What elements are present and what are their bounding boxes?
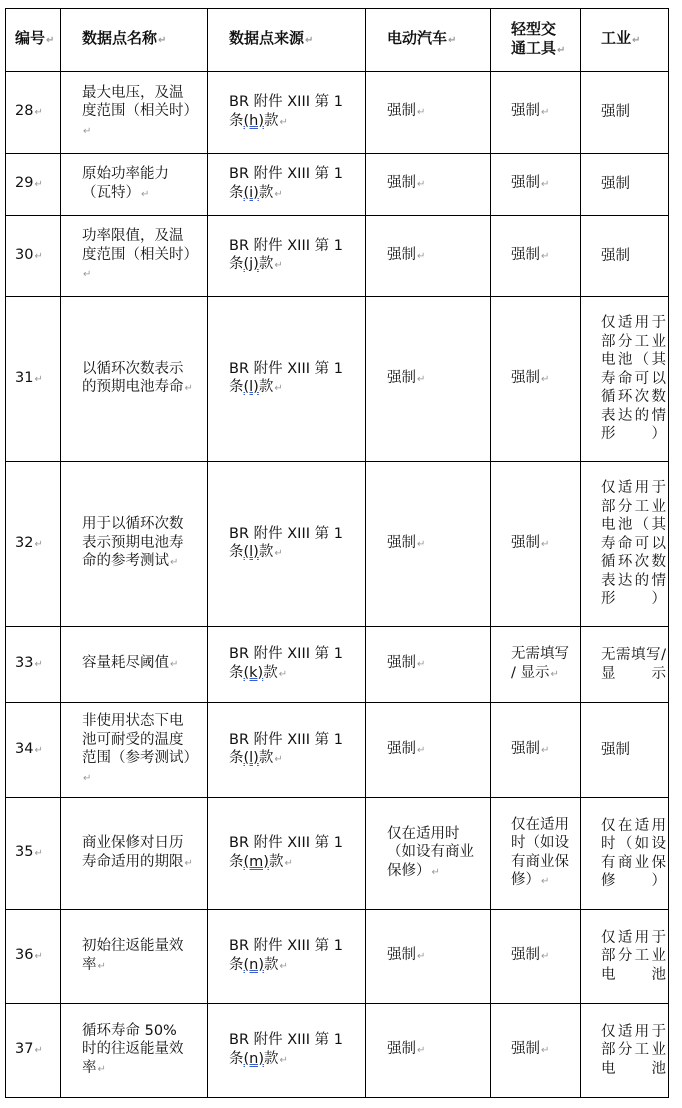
- lmt-requirement: 强制↵: [491, 910, 581, 1004]
- industrial-requirement: 强制: [581, 154, 669, 216]
- header-lmt: 轻型交通工具↵: [491, 9, 581, 72]
- data-point-source: BR 附件 XIII 第 1 条(l)款↵: [208, 462, 366, 627]
- row-number: 31↵: [6, 297, 61, 462]
- lmt-requirement: 仅在适用时（如设有商业保修）↵: [491, 798, 581, 910]
- table-row: [6, 297, 669, 462]
- data-point-source: BR 附件 XIII 第 1 条(j)款↵: [208, 216, 366, 297]
- data-point-name: 最大电压，及温度范围（相关时）↵: [61, 72, 208, 154]
- data-point-name: 商业保修对日历寿命适用的期限↵: [61, 798, 208, 910]
- industrial-requirement: 无需填写/显示: [581, 627, 669, 703]
- ev-requirement: 强制↵: [366, 297, 491, 462]
- lmt-requirement: 无需填写 / 显示↵: [491, 627, 581, 703]
- header-name: 数据点名称↵: [61, 9, 208, 72]
- ev-requirement: 强制↵: [366, 462, 491, 627]
- header-industrial: 工业↵: [581, 9, 669, 72]
- data-point-name: 非使用状态下电池可耐受的温度范围（参考测试）↵: [61, 703, 208, 798]
- data-point-name: 用于以循环次数表示预期电池寿命的参考测试↵: [61, 462, 208, 627]
- data-point-source: BR 附件 XIII 第 1 条(l)款↵: [208, 703, 366, 798]
- ev-requirement: 强制↵: [366, 216, 491, 297]
- table-row: [6, 703, 669, 798]
- header-source: 数据点来源↵: [208, 9, 366, 72]
- lmt-requirement: 强制↵: [491, 1004, 581, 1098]
- data-point-name: 原始功率能力（瓦特）↵: [61, 154, 208, 216]
- ev-requirement: 仅在适用时（如设有商业保修）↵: [366, 798, 491, 910]
- data-point-source: BR 附件 XIII 第 1 条(m)款↵: [208, 798, 366, 910]
- ev-requirement: 强制↵: [366, 72, 491, 154]
- industrial-requirement: 仅适用于部分工业电池（其寿命可以循环次数表达的情形）: [581, 462, 669, 627]
- lmt-requirement: 强制↵: [491, 703, 581, 798]
- row-number: 28↵: [6, 72, 61, 154]
- table-row: [6, 462, 669, 627]
- lmt-requirement: 强制↵: [491, 154, 581, 216]
- data-point-name: 容量耗尽阈值↵: [61, 627, 208, 703]
- row-number: 30↵: [6, 216, 61, 297]
- ev-requirement: 强制↵: [366, 1004, 491, 1098]
- row-number: 32↵: [6, 462, 61, 627]
- lmt-requirement: 强制↵: [491, 462, 581, 627]
- industrial-requirement: 仅适用于部分工业电池: [581, 1004, 669, 1098]
- row-number: 37↵: [6, 1004, 61, 1098]
- data-point-source: BR 附件 XIII 第 1 条(k)款↵: [208, 627, 366, 703]
- ev-requirement: 强制↵: [366, 154, 491, 216]
- ev-requirement: 强制↵: [366, 910, 491, 1004]
- industrial-requirement: 强制: [581, 216, 669, 297]
- industrial-requirement: 强制: [581, 72, 669, 154]
- data-point-name: 以循环次数表示的预期电池寿命↵: [61, 297, 208, 462]
- industrial-requirement: 仅在适用时（如设有商业保修）: [581, 798, 669, 910]
- table-row: [6, 627, 669, 703]
- table-row: [6, 154, 669, 216]
- data-point-source: BR 附件 XIII 第 1 条(l)款↵: [208, 297, 366, 462]
- row-number: 29↵: [6, 154, 61, 216]
- data-point-source: BR 附件 XIII 第 1 条(n)款↵: [208, 1004, 366, 1098]
- table-row: [6, 1004, 669, 1098]
- row-number: 35↵: [6, 798, 61, 910]
- industrial-requirement: 强制: [581, 703, 669, 798]
- industrial-requirement: 仅适用于部分工业电池: [581, 910, 669, 1004]
- header-num: 编号↵: [6, 9, 61, 72]
- data-point-source: BR 附件 XIII 第 1 条(n)款↵: [208, 910, 366, 1004]
- lmt-requirement: 强制↵: [491, 216, 581, 297]
- data-point-name: 初始往返能量效率↵: [61, 910, 208, 1004]
- row-number: 36↵: [6, 910, 61, 1004]
- data-point-name: 功率限值，及温度范围（相关时）↵: [61, 216, 208, 297]
- row-number: 33↵: [6, 627, 61, 703]
- row-number: 34↵: [6, 703, 61, 798]
- data-point-source: BR 附件 XIII 第 1 条(h)款↵: [208, 72, 366, 154]
- table-row: [6, 798, 669, 910]
- data-points-table: [5, 8, 669, 1098]
- header-row: [6, 9, 669, 72]
- industrial-requirement: 仅适用于部分工业电池（其寿命可以循环次数表达的情形）: [581, 297, 669, 462]
- lmt-requirement: 强制↵: [491, 297, 581, 462]
- ev-requirement: 强制↵: [366, 627, 491, 703]
- data-point-source: BR 附件 XIII 第 1 条(i)款↵: [208, 154, 366, 216]
- lmt-requirement: 强制↵: [491, 72, 581, 154]
- table-row: [6, 910, 669, 1004]
- ev-requirement: 强制↵: [366, 703, 491, 798]
- table-row: [6, 216, 669, 297]
- header-ev: 电动汽车↵: [366, 9, 491, 72]
- data-point-name: 循环寿命 50% 时的往返能量效率↵: [61, 1004, 208, 1098]
- table-row: [6, 72, 669, 154]
